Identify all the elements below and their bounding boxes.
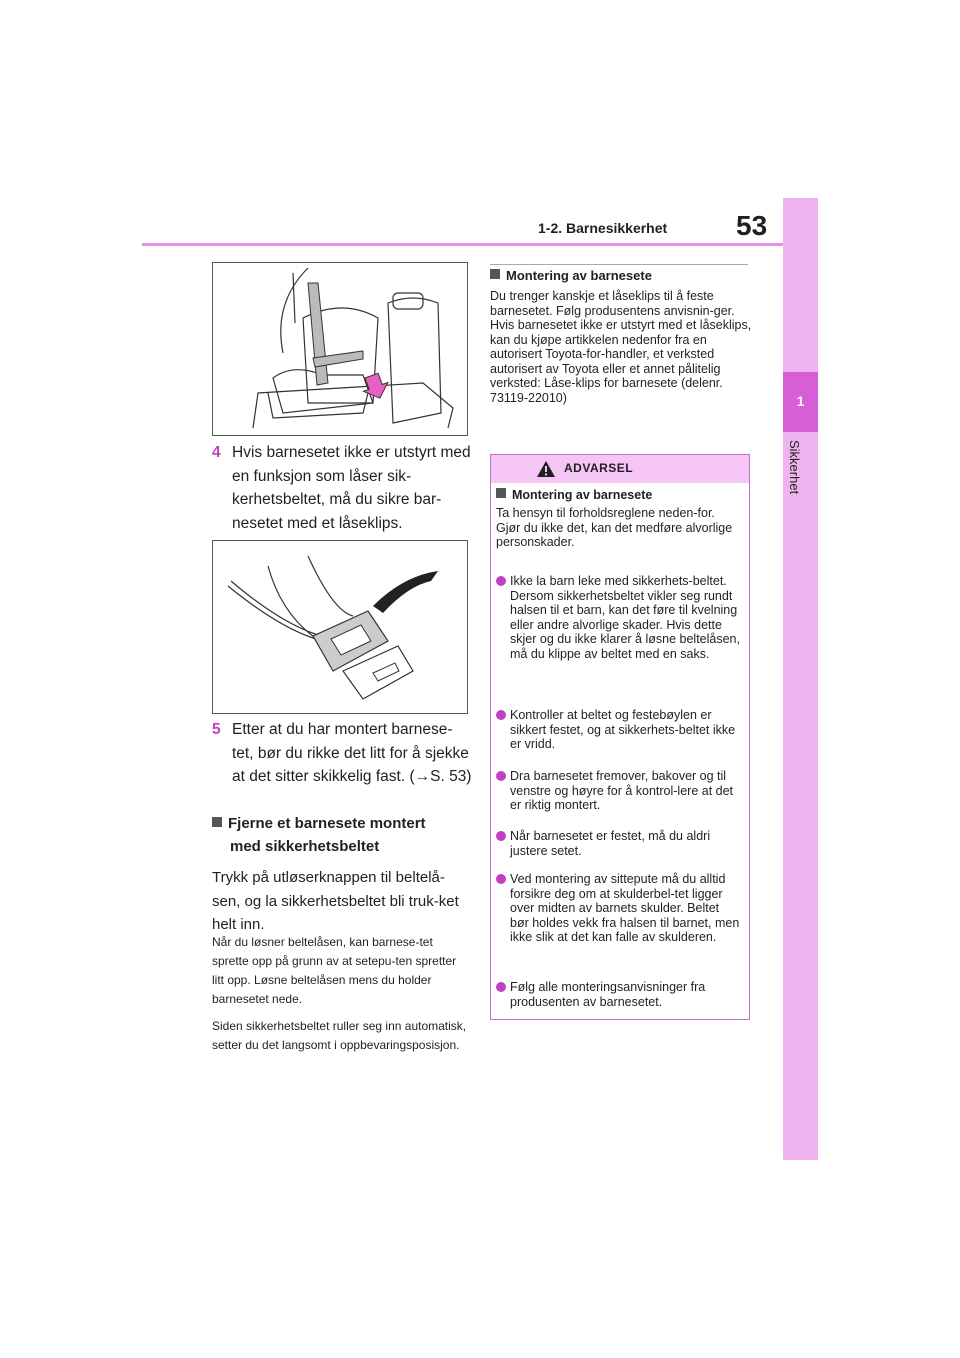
page-number: 53 [736, 210, 768, 241]
step-5 [212, 718, 472, 789]
mounting-body: Du trenger kanskje et låseklips til å feste barnesetet. Følg produsentens anvisnin-ger. Hvis barnesetet ikke er utstyrt med et låseklips, kan du kjøpe artikkelen nedenfor fra en autorisert Toyota-for-handler, et verksted autorisert av Toyota eller et annet pålitelig verksted: Låse-klips for barnesete (delenr. 73119-22010) [490, 289, 752, 405]
remove-seat-body: Trykk på utløserknappen til beltelå-sen, og la sikkerhetsbeltet bli truk-ket helt inn. [212, 869, 459, 933]
bullet-dot-icon [496, 576, 506, 586]
remove-seat-note-1: Når du løsner beltelåsen, kan barnese-tet sprette opp på grunn av at setepu-ten spretter litt opp. Løsne beltelåsen mens du holder barnesetet nede. [212, 935, 457, 1006]
warning-bullet [496, 708, 741, 752]
remove-seat-heading [212, 812, 472, 858]
bullet-text: Ved montering av sittepute må du alltid forsikre deg om at skulderbel-tet ligger over midten av barnets skulder. Beltet bør holdes vekk fra halsen til barnet, men ikke slik at det kan falle av skulderen. [510, 872, 740, 944]
section-square-icon [490, 269, 500, 279]
step-text: Hvis barnesetet ikke er utstyrt med en funksjon som låser sik-kerhetsbeltet, må du sikre bar-nesetet med et låseklips. [232, 444, 471, 532]
step-text: Etter at du har montert barnese-tet, bør du rikke det litt for å sjekke at det sitter skikkelig fast. (→S. 53) [232, 721, 472, 785]
bullet-dot-icon [496, 982, 506, 992]
child-seat-illustration [212, 262, 468, 436]
bullet-text: Dra barnesetet fremover, bakover og til venstre og høyre for å kontrol-lere at det er riktig montert. [510, 769, 734, 812]
mounting-heading-text: Montering av barnesete [506, 268, 652, 283]
section-rule [490, 264, 748, 265]
heading-line-2: med sikkerhetsbeltet [230, 838, 380, 855]
warning-triangle-icon [536, 460, 556, 478]
locking-clip-illustration [212, 540, 468, 714]
bullet-text: Når barnesetet er festet, må du aldri justere setet. [510, 829, 711, 858]
warning-bullet [496, 829, 741, 858]
warning-bullet [496, 980, 741, 1009]
warning-heading-text: Montering av barnesete [512, 488, 653, 502]
remove-seat-note-2: Siden sikkerhetsbeltet ruller seg inn automatisk, setter du det langsomt i oppbevaringsposisjon. [212, 1019, 467, 1052]
warning-bullet [496, 769, 741, 813]
chapter-sidebar [783, 198, 818, 1160]
mounting-heading [490, 268, 652, 283]
section-square-icon [212, 817, 222, 827]
header-divider [142, 243, 783, 246]
bullet-text: Følg alle monteringsanvisninger fra produsenten av barnesetet. [510, 980, 706, 1009]
heading-line-1: Fjerne et barnesete montert [228, 815, 426, 832]
warning-intro: Ta hensyn til forholdsreglene neden-for. Gjør du ikke det, kan det medføre alvorlige personskader. [496, 506, 733, 549]
step-4 [212, 441, 472, 535]
step-number: 5 [212, 721, 221, 738]
section-square-icon [496, 488, 506, 498]
bullet-text: Ikke la barn leke med sikkerhets-beltet. Dersom sikkerhetsbeltet vikler seg rundt halsen til et barn, kan det føre til kvelning eller andre alvorlige skader. Hvis dette skjer og du ikke klarer å løsne beltelåsen, må du klippe av beltet med en saks. [510, 574, 740, 661]
warning-bullet [496, 872, 741, 945]
warning-title: ADVARSEL [564, 461, 634, 475]
bullet-dot-icon [496, 831, 506, 841]
warning-bullet [496, 574, 741, 661]
step-number: 4 [212, 444, 221, 461]
bullet-text: Kontroller at beltet og festebøylen er sikkert festet, og at sikkerhets-beltet ikke er vridd. [510, 708, 736, 751]
section-title: 1-2. Barnesikkerhet [538, 220, 668, 236]
chapter-number: 1 [796, 393, 805, 409]
chapter-label: Sikkerhet [787, 440, 802, 495]
bullet-dot-icon [496, 771, 506, 781]
warning-heading [496, 488, 652, 502]
bullet-dot-icon [496, 710, 506, 720]
bullet-dot-icon [496, 874, 506, 884]
